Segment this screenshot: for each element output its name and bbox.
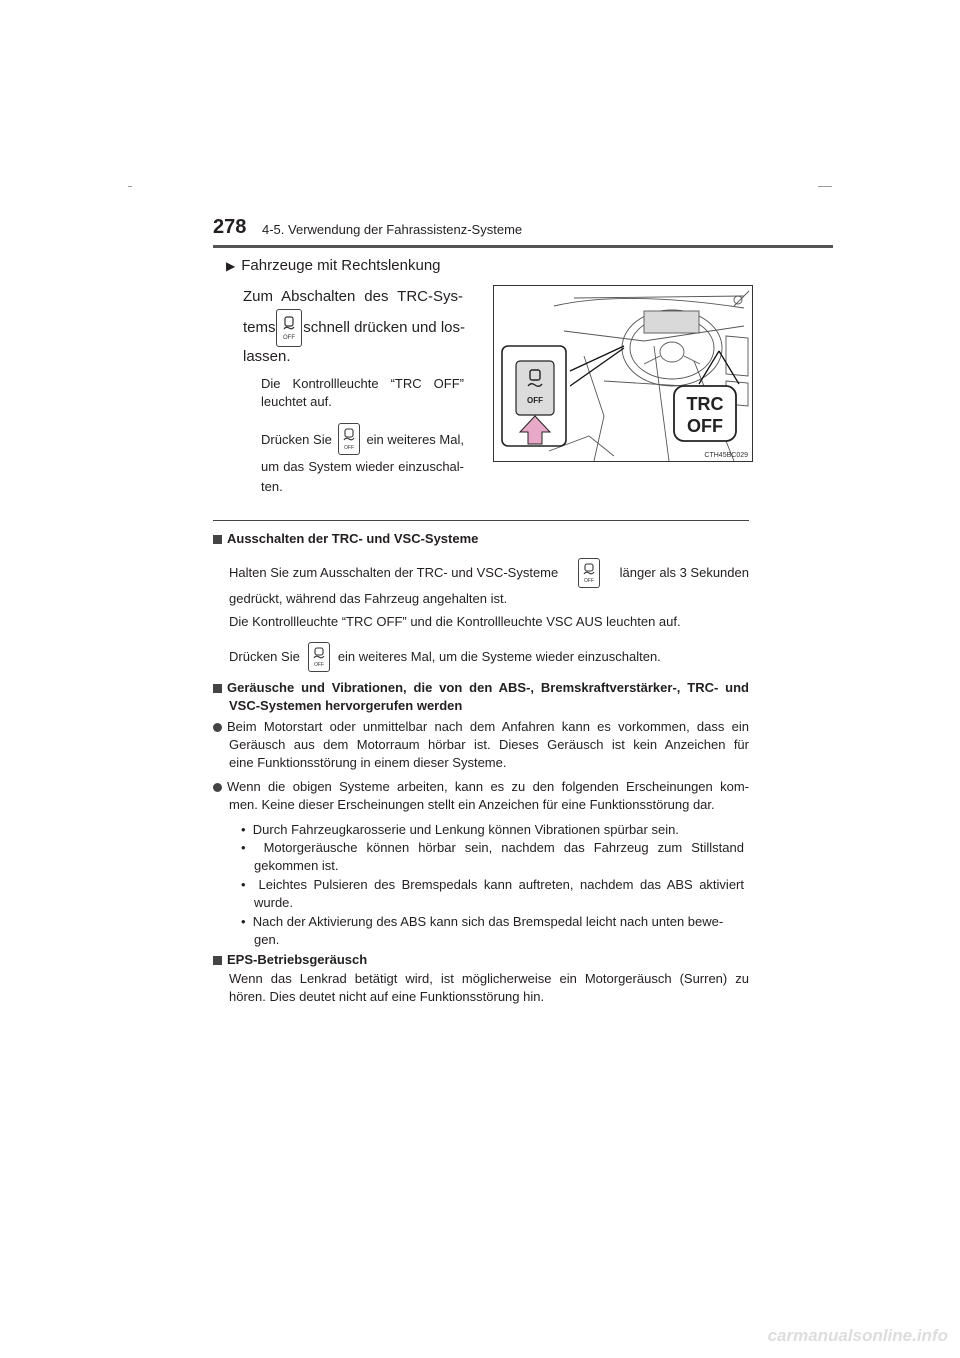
rhd-note4: ten. [261,479,283,494]
trc-label: TRC [686,394,724,414]
trc-off-icon [308,642,330,672]
dashboard-drawing [494,286,752,461]
square-bullet-icon [213,684,222,693]
section2-sub4-l2: gen. [254,932,280,947]
section3-l1: Wenn das Lenkrad betätigt wird, ist möglicherweise ein Motorgeräusch (Surren) zu [229,971,749,986]
rhd-line1: Zum Abschalten des TRC-Sys- [243,288,463,305]
section2-sub3-l2: wurde. [254,895,294,910]
section2-bullet1-l2: Geräusch aus dem Motorraum hörbar ist. Dieses Geräusch ist kein Anzeichen für [229,737,749,752]
illustration-code: CTH45BC029 [704,452,748,459]
section1-p3: Die Kontrollleuchte “TRC OFF” und die Kontrollleuchte VSC AUS leuchten auf. [229,614,681,629]
section3-l2: hören. Dies deutet nicht auf eine Funktionsstörung hin. [229,989,545,1004]
section2-sub4-l1: • Nach der Aktivierung des ABS kann sich das Bremspedal leicht nach unten bewe- [241,914,724,929]
section2-bullet2-l2: men. Keine dieser Erscheinungen stellt ein Anzeichen für eine Funktionsstörung dar. [229,797,715,812]
off-label: OFF [687,416,723,436]
header-rule [213,245,833,248]
button-off-label: OFF [527,396,543,405]
section2-title-line2: VSC-Systemen hervorgerufen werden [229,698,463,713]
section3-title: EPS-Betriebsgeräusch [213,951,367,969]
section-title: 4-5. Verwendung der Fahrassistenz-Systeme [262,222,523,237]
dashboard-illustration [493,285,753,462]
page-number: 278 [213,216,247,238]
section2-sub2-l1: • Motorgeräusche können hörbar sein, nachdem das Fahrzeug zum Stillstand [241,840,744,855]
crop-mark-left [128,186,132,187]
section2-sub2-l2: gekommen ist. [254,858,339,873]
section1-title: Ausschalten der TRC- und VSC-Systeme [213,530,478,548]
rhd-line3: lassen. [243,348,291,365]
square-bullet-icon [213,535,222,544]
svg-text:OFF: OFF [313,662,324,668]
watermark-logo: carmanualsonline.info [767,1326,948,1345]
rhd-heading: ▶ Fahrzeuge mit Rechtslenkung [226,257,441,274]
section2-bullet1-l1: Beim Motorstart oder unmittelbar nach dem Anfahren kann es vorkommen, dass ein [213,718,749,736]
round-bullet-icon [213,783,222,792]
section2-sub3-l1: • Leichtes Pulsieren des Bremspedals kann auftreten, nachdem das ABS aktiviert [241,877,744,892]
rhd-note1a: Die Kontrollleuchte “TRC OFF” [261,376,464,391]
section2-bullet1-l3: eine Funktionsstörung in einem dieser Systeme. [229,755,507,770]
section2-title-line1: Geräusche und Vibrationen, die von den ABS-, Bremskraftverstärker-, TRC- und [213,679,749,697]
section1-p1: Halten Sie zum Ausschalten der TRC- und VSC-Systeme OFF länger als 3 Sekunden [229,558,749,588]
svg-text:OFF: OFF [583,578,594,584]
rhd-note1b: leuchtet auf. [261,394,332,409]
trc-off-icon [578,558,600,588]
rhd-note2: Drücken Sie OFF ein weiteres Mal, [261,423,464,455]
rhd-note3: um das System wieder einzuschal- [261,459,464,474]
round-bullet-icon [213,723,222,732]
triangle-marker-icon: ▶ [226,259,236,273]
crop-mark-right [818,186,832,187]
section2-bullet2-l1: Wenn die obigen Systeme arbeiten, kann es zu den folgenden Erscheinungen kom- [213,778,749,796]
section-divider [213,520,749,521]
square-bullet-icon [213,956,222,965]
trc-off-icon [338,423,360,455]
rhd-line2: tems OFF schnell drücken und los- [243,309,465,347]
section1-p2: gedrückt, während das Fahrzeug angehalten ist. [229,591,508,606]
section2-sub1: • Durch Fahrzeugkarosserie und Lenkung können Vibrationen spürbar sein. [241,822,679,837]
svg-text:OFF: OFF [344,445,355,451]
section1-p4: Drücken Sie OFF ein weiteres Mal, um die Systeme wieder einzuschalten. [229,642,661,672]
svg-text:OFF: OFF [283,335,296,341]
